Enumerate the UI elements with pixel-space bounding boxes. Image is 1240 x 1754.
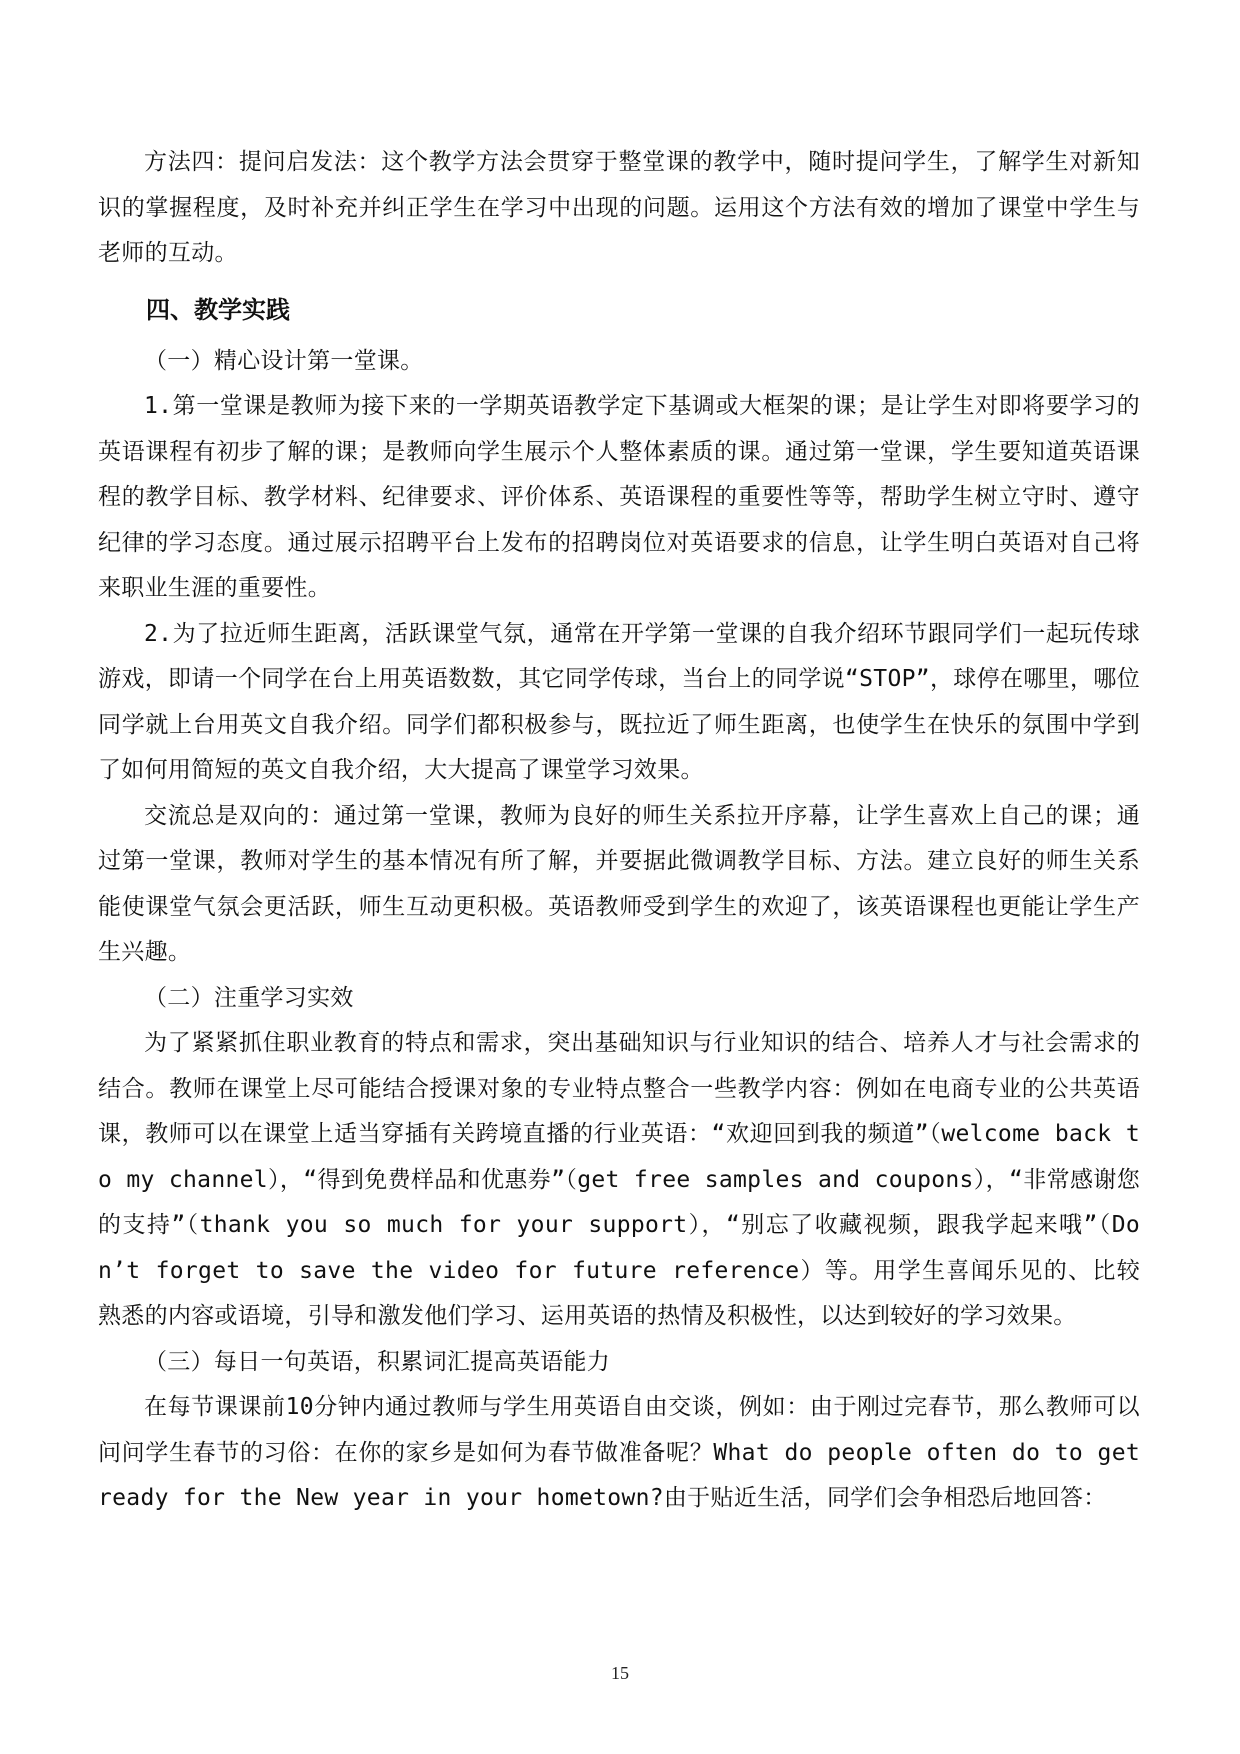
- subheading-daily-english: （三）每日一句英语，积累词汇提高英语能力: [144, 1348, 610, 1375]
- paragraph-two-way-communication: 交流总是双向的：通过第一堂课，教师为良好的师生关系拉开序幕，让学生喜欢上自己的课；通过第一堂课，教师对学生的基本情况有所了解，并要据此微调教学目标、方法。建立良好的师生关系能使课堂气氛会更活跃，师生互动更积极。英语教师受到学生的欢迎了，该英语课程也更能让学生产生兴趣。: [98, 802, 1140, 965]
- page-number: 15: [611, 1663, 629, 1683]
- page-content: [98, 140, 1140, 1522]
- paragraph-method-four: 方法四：提问启发法：这个教学方法会贯穿于整堂课的教学中，随时提问学生，了解学生对新知识的掌握程度，及时补充并纠正学生在学习中出现的问题。运用这个方法有效的增加了课堂中学生与老师的互动。: [98, 149, 1140, 266]
- section-heading-teaching-practice: 四、教学实践: [146, 295, 290, 324]
- paragraph-first-class-point-1: 1.第一堂课是教师为接下来的一学期英语教学定下基调或大框架的课；是让学生对即将要学习的英语课程有初步了解的课；是教师向学生展示个人整体素质的课。通过第一堂课，学生要知道英语课程的教学目标、教学材料、纪律要求、评价体系、英语课程的重要性等等，帮助学生树立守时、遵守纪律的学习态度。通过展示招聘平台上发布的招聘岗位对英语要求的信息，让学生明白英语对自己将来职业生涯的重要性。: [98, 393, 1140, 601]
- paragraph-daily-conversation: 在每节课课前10分钟内通过教师与学生用英语自由交谈，例如：由于刚过完春节，那么教师可以问问学生春节的习俗：在你的家乡是如何为春节做准备呢？What do people often do to get ready for the New year in your hometown?由于贴近生活，同学们会争相恐后地回答：: [98, 1394, 1140, 1511]
- paragraph-first-class-point-2: 2.为了拉近师生距离，活跃课堂气氛，通常在开学第一堂课的自我介绍环节跟同学们一起玩传球游戏，即请一个同学在台上用英语数数，其它同学传球，当台上的同学说“STOP”，球停在哪里，哪位同学就上台用英文自我介绍。同学们都积极参与，既拉近了师生距离，也使学生在快乐的氛围中学到了如何用简短的英文自我介绍，大大提高了课堂学习效果。: [98, 620, 1140, 783]
- subheading-first-class: （一）精心设计第一堂课。: [144, 347, 424, 374]
- paragraph-industry-english: 为了紧紧抓住职业教育的特点和需求，突出基础知识与行业知识的结合、培养人才与社会需求的结合。教师在课堂上尽可能结合授课对象的专业特点整合一些教学内容：例如在电商专业的公共英语课，教师可以在课堂上适当穿插有关跨境直播的行业英语：“欢迎回到我的频道”（welcome back to my channel），“得到免费样品和优惠券”（get free samples and coupons），“非常感谢您的支持”（thank you so much for your support），“别忘了收藏视频，跟我学起来哦”（Don’t forget to save the video for future reference）等。用学生喜闻乐见的、比较熟悉的内容或语境，引导和激发他们学习、运用英语的热情及积极性，以达到较好的学习效果。: [98, 1030, 1140, 1329]
- subheading-learning-effectiveness: （二）注重学习实效: [144, 984, 354, 1011]
